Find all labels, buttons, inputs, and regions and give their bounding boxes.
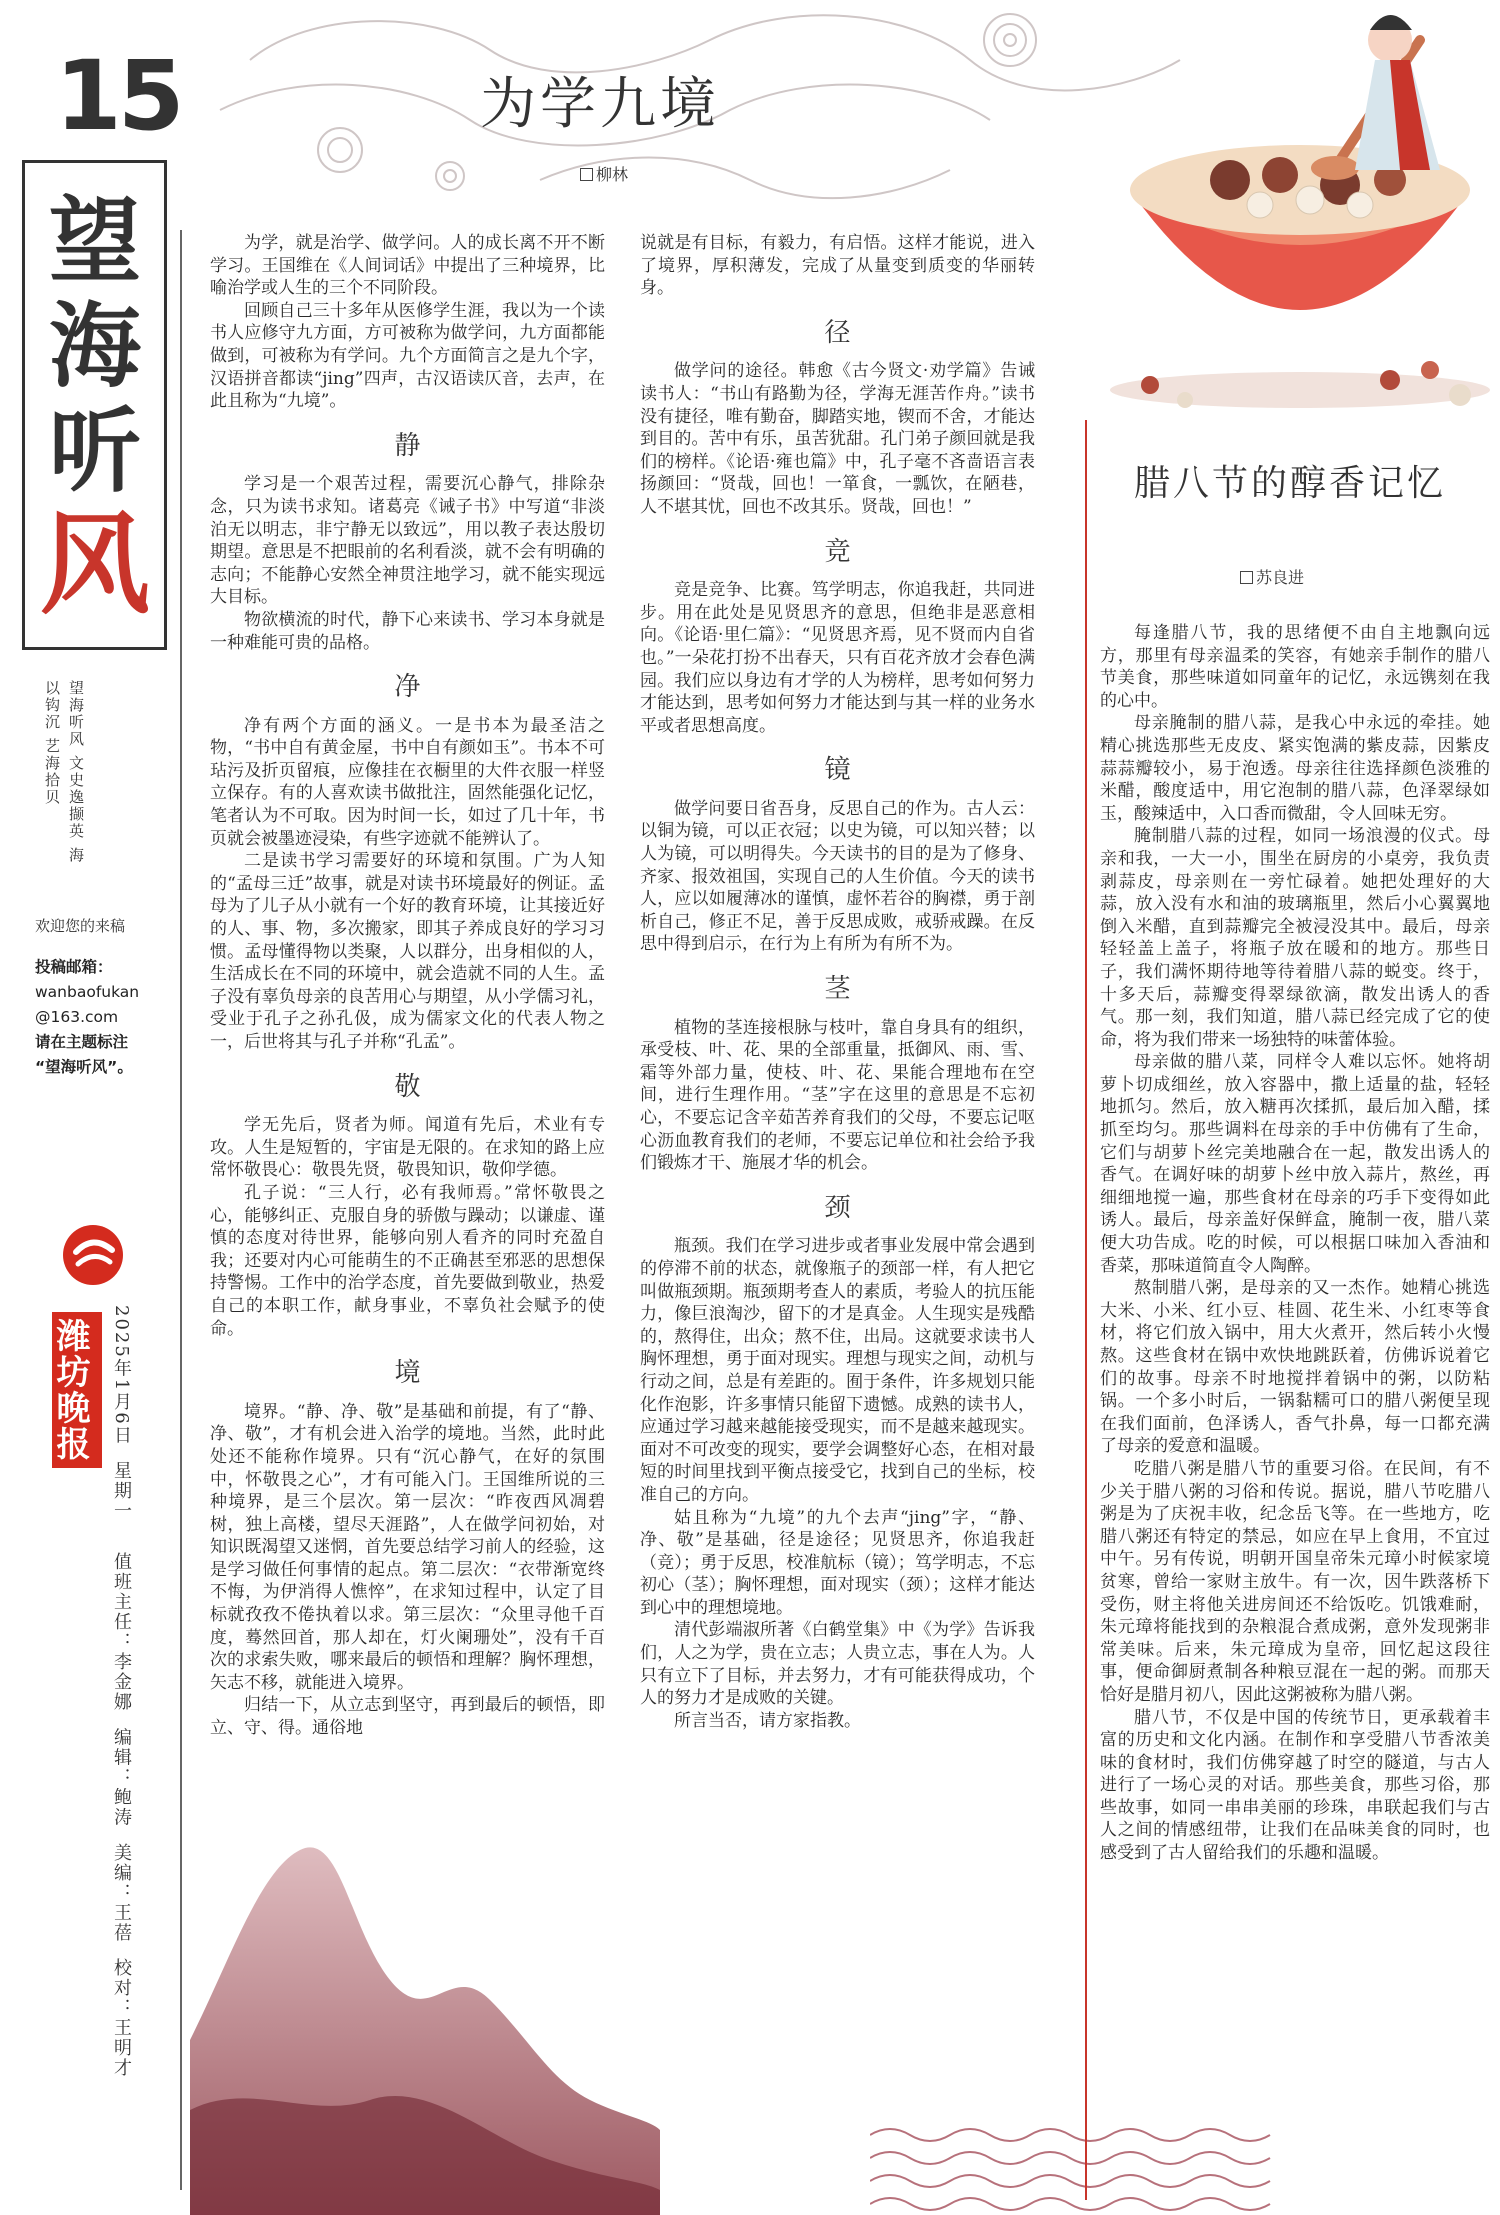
paragraph: 境界。“静、净、敬”是基础和前提，有了“静、净、敬”，才有机会进入治学的境地。当然，此时此处还不能称作境界。只有“沉心静气，在好的氛围中，怀敬畏之心”，才有可能入门。王国维所说的三种境界，是三个层次。第一层次：“昨夜西风凋碧树，独上高楼，望尽天涯路”，人在做学问初始，对知识既渴望又迷惘，首先要总结学习前人的经验，这是学习做任何事情的起点。第二层次：“衣带渐宽终不悔，为伊消得人憔悴”，在求知过程中，认定了目标就孜孜不倦执着以求。第三层次：“众里寻他千百度，蓦然回首，那人却在，灯火阑珊处”，没有千百次的求索失败，哪来最后的顿悟和理解？胸怀理想，矢志不移，就能进入境界。 bbox=[210, 1401, 605, 1693]
motto-line: 望海听风 bbox=[67, 680, 85, 748]
submission-email-1[interactable]: wanbaofukan bbox=[35, 983, 140, 1001]
paragraph: 吃腊八粥是腊八节的重要习俗。在民间，有不少关于腊八粥的习俗和传说。据说，腊八节吃腊八粥是为了庆祝丰收，纪念岳飞等。在一些地方，吃腊八粥还有特定的禁忌，如应在早上食用，不宜过中午。另有传说，明朝开国皇帝朱元璋小时候家境贫寒，曾给一家财主放牛。有一次，因牛跌落桥下受伤，财主将他关进房间还不给饭吃。饥饿难耐，朱元璋将能找到的杂粮混合煮成粥，意外发现粥非常美味。后来，朱元璋成为皇帝，回忆起这段往事，便命御厨煮制各种粮豆混在一起的粥。而那天恰好是腊月初八，因此这粥被称为腊八粥。 bbox=[1100, 1458, 1490, 1705]
paragraph: 瓶颈。我们在学习进步或者事业发展中常会遇到的停滞不前的状态，就像瓶子的颈部一样，有人把它叫做瓶颈期。瓶颈期考查人的素质，考验人的抗压能力，像巨浪淘沙，留下的才是真金。人生现实是残酷的，熬得住，出众；熬不住，出局。这就要求读书人胸怀理想，勇于面对现实。理想与现实之间，动机与行动之间，总是有差距的。囿于条件，许多规划只能化作泡影，许多事情只能留下遗憾。成熟的读书人，应通过学习越来越能接受现实，而不是越来越现实。面对不可改变的现实，要学会调整好心态，在相对最短的时间里找到平衡点接受它，找到自己的坐标，校准自己的方向。 bbox=[640, 1236, 1035, 1505]
motto-line: 艺海拾贝 bbox=[43, 737, 61, 806]
paragraph: 腌制腊八蒜的过程，如同一场浪漫的仪式。母亲和我，一大一小，围坐在厨房的小桌旁，我负责剥蒜皮，母亲则在一旁忙碌着。她把处理好的大蒜，放入没有水和油的玻璃瓶里，然后小心翼翼地倒入米醋，直到蒜瓣完全被浸没其中。最后，母亲轻轻盖上盖子，将瓶子放在暖和的地方。那些日子，我们满怀期待地等待着腊八蒜的蜕变。终于，十多天后，蒜瓣变得翠绿欲滴，散发出诱人的香气。那一刻，我们知道，腊八蒜已经完成了它的使命，将为我们带来一场独特的味蕾体验。 bbox=[1100, 826, 1490, 1050]
paragraph: 每逢腊八节，我的思绪便不由自主地飘向远方，那里有母亲温柔的笑容，有她亲手制作的腊八节美食，那些味道如同童年的记忆，永远镌刻在我的心中。 bbox=[1100, 623, 1490, 711]
submission-note-2: “望海听风”。 bbox=[35, 1058, 133, 1076]
paragraph: 归结一下，从立志到坚守，再到最后的顿悟，即立、守、得。通俗地 bbox=[210, 1695, 605, 1739]
column-name-char-4: 风 bbox=[40, 500, 150, 629]
paragraph: 学无先后，贤者为师。闻道有先后，术业有专攻。人生是短暂的，宇宙是无限的。在求知的路上应常怀敬畏心：敬畏先贤，敬畏知识，敬仰学德。 bbox=[210, 1115, 605, 1181]
submission-email-2[interactable]: @163.com bbox=[35, 1008, 119, 1026]
paragraph: 净有两个方面的涵义。一是书本为最圣洁之物，“书中自有黄金屋，书中自有颜如玉”。书本不可玷污及折页留痕，应像挂在衣橱里的大件衣服一样竖立保存。有的人喜欢读书做批注，固然能强化记忆，笔者认为不可取。因为时间一长，如过了几十年，书页就会被墨迹浸染，有些字迹就不能辨认了。 bbox=[210, 715, 605, 849]
motto bbox=[40, 680, 88, 880]
article-column-2 bbox=[640, 232, 1035, 1732]
author: 柳林 bbox=[596, 165, 629, 184]
article2-title: 腊八节的醇香记忆 bbox=[1133, 463, 1446, 504]
mountain-ornament bbox=[190, 1780, 660, 2215]
paragraph: 做学问的途径。韩愈《古今贤文·劝学篇》告诫读书人：“书山有路勤为径，学海无涯苦作舟。”读书没有捷径，唯有勤奋，脚踏实地，锲而不舍，才能达到目的。苦中有乐，虽苦犹甜。孔门弟子颜回就是我们的榜样。《论语·雍也篇》中，孔子毫不吝啬语言表扬颜回：“贤哉，回也！一箪食，一瓢饮，在陋巷，人不堪其忧，回也不改其乐。贤哉，回也！” bbox=[640, 361, 1035, 517]
article-title: 为学九境 bbox=[480, 72, 720, 137]
article2-byline bbox=[1240, 565, 1304, 588]
section-heading: 镜 bbox=[824, 755, 851, 786]
page-number: 15 bbox=[55, 40, 181, 152]
section-heading: 静 bbox=[394, 430, 421, 461]
article2-divider bbox=[1085, 420, 1087, 2200]
section-heading: 茎 bbox=[824, 974, 851, 1005]
motto-line: 海以钩沉 bbox=[43, 680, 85, 864]
submission-note-1: 请在主题标注 bbox=[35, 1033, 129, 1051]
submission-label: 投稿邮箱： bbox=[35, 958, 113, 976]
byline-square-icon bbox=[1240, 571, 1253, 584]
paragraph: 清代彭端淑所著《白鹤堂集》中《为学》告诉我们，人之为学，贵在立志；人贵立志，事在人为。人只有立下了目标，并去努力，才有可能获得成功，个人的努力才是成败的关键。 bbox=[640, 1620, 1035, 1709]
submission-info bbox=[35, 955, 139, 1080]
paragraph: 母亲腌制的腊八蒜，是我心中永远的牵挂。她精心挑选那些无皮皮、紧实饱满的紫皮蒜，因紫皮蒜蒜瓣较小，易于泡透。母亲往往选择颜色淡雅的米醋，酸度适中，用它泡制的腊八蒜，色泽翠绿如玉，酸辣适中，入口香而微甜，令人回味无穷。 bbox=[1100, 713, 1490, 824]
section-heading: 颈 bbox=[824, 1192, 851, 1223]
paragraph: 植物的茎连接根脉与枝叶，靠自身具有的组织，承受枝、叶、花、果的全部重量，抵御风、雨、雪、霜等外部力量，使枝、叶、花、果能合理地布在空间，进行生理作用。“茎”字在这里的意思是不忘初心，不要忘记含辛茹苦养育我们的父母，不要忘记呕心沥血教育我们的老师，不要忘记单位和社会给予我们锻炼才干、施展才华的机会。 bbox=[640, 1017, 1035, 1174]
article2-body bbox=[1100, 622, 1490, 1865]
section-heading: 净 bbox=[394, 672, 421, 703]
paragraph: 姑且称为“九境”的九个去声“jing”字，“静、净、敬”是基础，径是途径；见贤思齐，你追我赶（竞）；勇于反思，校准航标（镜）；笃学明志，不忘初心（茎）；胸怀理想，面对现实（颈）；这样才能达到心中的理想境地。 bbox=[640, 1507, 1035, 1618]
wave-ornament bbox=[870, 2120, 1290, 2215]
paragraph: 回顾自己三十多年从医修学生涯，我以为一个读书人应修守九方面，方可被称为做学问，九方面都能做到，可被称为有学问。九个方面简言之是九个字，汉语拼音都读“jing”四声，古汉语读仄音，去声，在此且称为“九境”。 bbox=[210, 300, 605, 412]
paper-logo-icon bbox=[58, 1220, 128, 1290]
left-rail-divider bbox=[180, 230, 182, 2190]
motto-line: 文史逸撷英 bbox=[67, 754, 85, 840]
paragraph: 孔子说：“三人行，必有我师焉。”常怀敬畏之心，能够纠正、克服自身的骄傲与躁动；以谦虚、谨慎的态度对待世界，能够向别人看齐的同时充盈自我；还要对内心可能萌生的不正确甚至邪恶的思想保持警惕。工作中的治学态度，首先要做到敬业，热爱自己的本职工作，献身事业，不辜负社会赋予的使命。 bbox=[210, 1182, 605, 1339]
paragraph: 二是读书学习需要好的环境和氛围。广为人知的“孟母三迁”故事，就是对读书环境最好的例证。孟母为了儿子从小就有一个好的教育环境，让其接近好的人、事、物，多次搬家，即其子养成良好的学习习惯。孟母懂得物以类聚，人以群分，出身相似的人，生活成长在不同的环境中，就会造就不同的人生。孟子没有辜负母亲的良苦用心与期望，从小学儒习礼，受业于孔子之孙孔伋，成为儒家文化的代表人物之一，后世将其与孔子并称“孔孟”。 bbox=[210, 851, 605, 1052]
paragraph: 母亲做的腊八菜，同样令人难以忘怀。她将胡萝卜切成细丝，放入容器中，撒上适量的盐，轻轻地抓匀。然后，放入糖再次揉抓，最后加入醋，揉抓至均匀。那些调料在母亲的手中仿佛有了生命，它们与胡萝卜丝完美地融合在一起，散发出诱人的香气。在调好味的胡萝卜丝中放入蒜片，熬丝，再细细地搅一遍，那些食材在母亲的巧手下变得如此诱人。最后，母亲盖好保鲜盒，腌制一夜，腊八菜便大功告成。吃的时候，可以根据口味加入香油和香菜，那味道简直令人陶醉。 bbox=[1100, 1052, 1490, 1276]
byline-square-icon bbox=[580, 168, 593, 181]
paragraph: 物欲横流的时代，静下心来读书、学习本身就是一种难能可贵的品格。 bbox=[210, 609, 605, 653]
paragraph: 学习是一个艰苦过程，需要沉心静气，排除杂念，只为读书求知。诸葛亮《诫子书》中写道“非淡泊无以明志，非宁静无以致远”，用以教子表达殷切期望。意思是不把眼前的名利看淡，就不会有明确的志向；不能静心安然全神贯注地学习，就不能实现远大目标。 bbox=[210, 474, 605, 608]
paragraph: 竞是竞争、比赛。笃学明志，你追我赶，共同进步。用在此处是见贤思齐的意思，但绝非是恶意相向。《论语·里仁篇》：“见贤思齐焉，见不贤而内自省也。”一朵花打扮不出春天，只有百花齐放才会春色满园。我们应以身边有才学的人为榜样，思考如何努力才能达到，思考如何努力才能达到与其一样的业务水平或者思想高度。 bbox=[640, 580, 1035, 736]
column-name-char-3: 听 bbox=[48, 397, 141, 505]
section-heading: 径 bbox=[824, 317, 851, 348]
column-name-char-1: 望 bbox=[48, 187, 141, 295]
paragraph: 为学，就是治学、做学问。人的成长离不开不断学习。王国维在《人间词话》中提出了三种境界，比喻治学或人生的三个不同阶段。 bbox=[210, 233, 605, 299]
paragraph: 腊八节，不仅是中国的传统节日，更承载着丰富的历史和文化内涵。在制作和享受腊八节香浓美味的食材时，我们仿佛穿越了时空的隧道，与古人进行了一场心灵的对话。那些美食，那些习俗，那些故事，如同一串串美丽的珍珠，串联起我们与古人之间的情感纽带，让我们在品味美食的同时，也感受到了古人留给我们的乐趣和温暖。 bbox=[1100, 1707, 1490, 1864]
section-heading: 境 bbox=[394, 1358, 421, 1389]
article-column-1 bbox=[210, 232, 605, 1740]
date-and-staff: 2025年1月6日 星期一 值班主任：李金娜 编辑：鲍涛 美编：王蓓 校对：王明才 bbox=[111, 1305, 132, 2079]
section-heading: 敬 bbox=[394, 1071, 421, 1102]
paragraph: 熬制腊八粥，是母亲的又一杰作。她精心挑选大米、小米、红小豆、桂圆、花生米、小红枣等食材，将它们放入锅中，用大火煮开，然后转小火慢熬。这些食材在锅中欢快地跳跃着，仿佛诉说着它们的故事。母亲不时地搅拌着锅中的粥，以防粘锅。一个多小时后，一锅黏糯可口的腊八粥便呈现在我们面前，色泽诱人，香气扑鼻，每一口都充满了母亲的爱意和温暖。 bbox=[1100, 1278, 1490, 1457]
paragraph: 说就是有目标，有毅力，有启悟。这样才能说，进入了境界，厚积薄发，完成了从量变到质变的华丽转身。 bbox=[640, 233, 1035, 299]
column-name-char-2: 海 bbox=[48, 292, 141, 400]
paragraph: 做学问要日省吾身，反思自己的作为。古人云：以铜为镜，可以正衣冠；以史为镜，可以知兴替；以人为镜，可以明得失。今天读书的目的是为了修身、齐家、报效祖国，实现自己的人生价值。今天的读书人，应以如履薄冰的谨慎，虚怀若谷的胸襟，勇于剖析自己，修正不足，善于反思成败，戒骄戒躁。在反思中得到启示，在行为上有所为有所不为。 bbox=[640, 798, 1035, 955]
paper-name: 潍坊晚报 bbox=[52, 1312, 102, 1468]
article-byline bbox=[580, 162, 628, 185]
porridge-bowl-illustration bbox=[1090, 0, 1500, 420]
author: 苏良进 bbox=[1256, 568, 1305, 587]
welcome-text: 欢迎您的来稿 bbox=[35, 917, 126, 935]
paragraph: 所言当否，请方家指教。 bbox=[674, 1710, 861, 1731]
section-heading: 竞 bbox=[824, 536, 851, 567]
